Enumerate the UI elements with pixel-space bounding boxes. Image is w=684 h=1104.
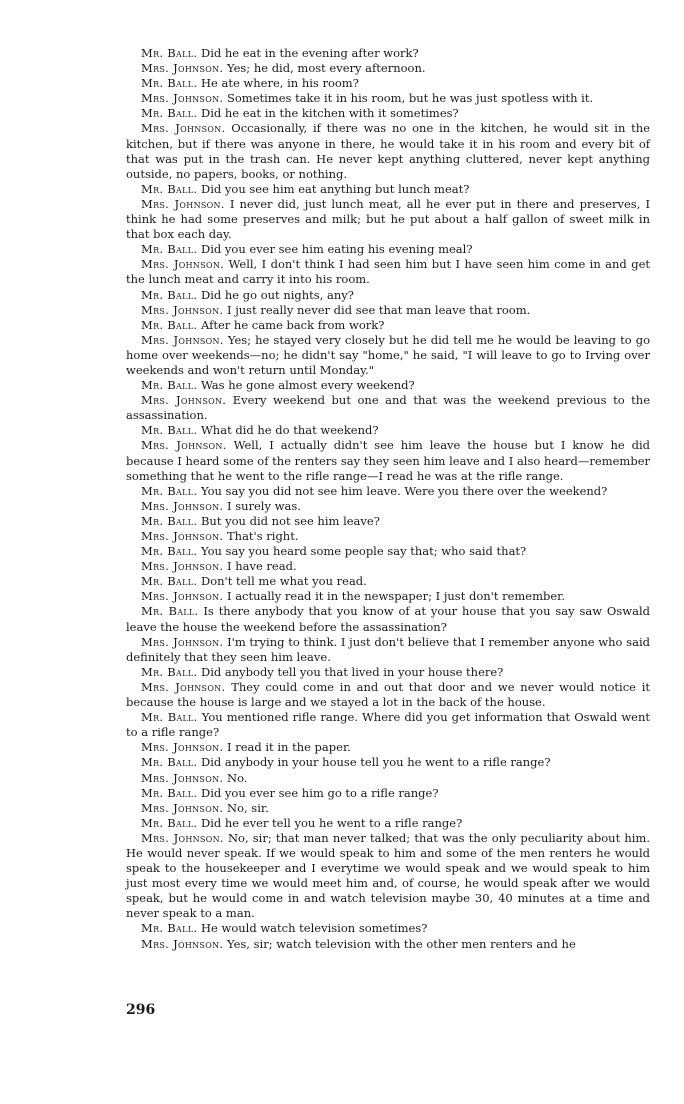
testimony-paragraph bbox=[126, 484, 650, 499]
testimony-text: Well, I actually didn't see him leave the house but I know he did because I heard some of the renters say they seen him leave and I also heard—remember something that he went to the rifle range—I read he was at the rifle range. bbox=[126, 438, 651, 483]
speaker-label: Mr. Ball. bbox=[141, 181, 198, 196]
speaker-label: Mr. Ball. bbox=[141, 755, 198, 770]
testimony-text: Occasionally, if there was no one in the kitchen, he would sit in the kitchen, but if there was anyone in there, he would take it in his room and every bit of that was put in the trash can. He never kept anything cluttered, never kept anything outside, no papers, books, or nothing. bbox=[126, 121, 650, 181]
testimony-paragraph bbox=[126, 801, 650, 816]
testimony-paragraph bbox=[126, 76, 650, 91]
speaker-label: Mr. Ball. bbox=[141, 317, 198, 332]
speaker-label: Mr. Ball. bbox=[141, 574, 198, 589]
testimony-text: Was he gone almost every weekend? bbox=[200, 378, 415, 393]
testimony-paragraph bbox=[126, 665, 650, 680]
speaker-label: Mrs. Johnson. bbox=[141, 438, 227, 453]
testimony-paragraph bbox=[126, 831, 650, 922]
testimony-paragraph bbox=[126, 242, 650, 257]
testimony-text: I never did, just lunch meat, all he ever put in there and preserves, I think he had some preserves and milk; but he put about a half gallon of sweet milk in that box each day. bbox=[126, 196, 650, 242]
testimony-paragraph bbox=[126, 529, 650, 544]
speaker-label: Mrs. Johnson. bbox=[141, 121, 226, 136]
testimony-text: Did anybody in your house tell you he went to a rifle range? bbox=[200, 755, 551, 770]
testimony-paragraph bbox=[126, 197, 650, 242]
testimony-text: He would watch television sometimes? bbox=[200, 921, 428, 936]
speaker-label: Mrs. Johnson. bbox=[141, 770, 224, 785]
page-number: 296 bbox=[126, 1002, 156, 1018]
speaker-label: Mrs. Johnson. bbox=[141, 257, 225, 272]
speaker-label: Mr. Ball. bbox=[141, 710, 198, 725]
testimony-text: You mentioned rifle range. Where did you get information that Oswald went to a rifle range? bbox=[126, 710, 650, 740]
testimony-paragraph bbox=[126, 771, 650, 786]
testimony-text: You say you heard some people say that; who said that? bbox=[200, 544, 527, 559]
testimony-paragraph bbox=[126, 740, 650, 755]
testimony-paragraph bbox=[126, 680, 650, 710]
speaker-label: Mr. Ball. bbox=[141, 544, 198, 559]
testimony-text: Did you see him eat anything but lunch meat? bbox=[200, 181, 470, 196]
testimony-text: Did you ever see him go to a rifle range? bbox=[200, 785, 439, 800]
speaker-label: Mr. Ball. bbox=[141, 785, 198, 800]
testimony-paragraph bbox=[126, 589, 650, 604]
testimony-paragraph bbox=[126, 303, 650, 318]
testimony-text: He ate where, in his room? bbox=[200, 76, 359, 91]
speaker-label: Mrs. Johnson. bbox=[141, 91, 224, 106]
speaker-label: Mrs. Johnson. bbox=[141, 936, 224, 951]
speaker-label: Mr. Ball. bbox=[141, 423, 198, 438]
testimony-text: Did he go out nights, any? bbox=[200, 287, 354, 302]
speaker-label: Mrs. Johnson. bbox=[141, 498, 224, 513]
speaker-label: Mr. Ball. bbox=[141, 483, 198, 498]
speaker-label: Mrs. Johnson. bbox=[141, 332, 224, 347]
testimony-paragraph bbox=[126, 937, 650, 952]
testimony-text: That's right. bbox=[227, 529, 299, 543]
speaker-label: Mrs. Johnson. bbox=[141, 830, 224, 845]
speaker-label: Mr. Ball. bbox=[141, 604, 199, 619]
testimony-paragraph bbox=[126, 106, 650, 121]
testimony-text: What did he do that weekend? bbox=[200, 423, 379, 438]
testimony-text: No, sir; that man never talked; that was the only peculiarity about him. He would never speak. If we would speak to him and some of the men renters he would speak to the housekeeper and I everytime we would speak and we would speak to him just most every time we would meet him and, of course, he would speak after we would speak, but he would come in and watch television maybe 30, 40 minutes at a time and never speak to a man. bbox=[126, 830, 650, 921]
testimony-paragraph bbox=[126, 710, 650, 740]
testimony-paragraph bbox=[126, 46, 650, 61]
testimony-text: Did you ever see him eating his evening meal? bbox=[200, 242, 473, 257]
testimony-paragraph bbox=[126, 438, 650, 483]
testimony-text: Did he ever tell you he went to a rifle range? bbox=[200, 815, 463, 830]
speaker-label: Mr. Ball. bbox=[141, 921, 198, 936]
testimony-text: But you did not see him leave? bbox=[200, 513, 380, 528]
testimony-text: Yes, sir; watch television with the other men renters and he bbox=[227, 936, 576, 951]
speaker-label: Mrs. Johnson. bbox=[141, 196, 225, 211]
speaker-label: Mr. Ball. bbox=[141, 242, 198, 257]
testimony-text: They could come in and out that door and we never would notice it because the house is large and we stayed a lot in the back of the house. bbox=[126, 679, 651, 710]
testimony-paragraph bbox=[126, 423, 650, 438]
testimony-paragraph bbox=[126, 61, 650, 76]
testimony-text: Did he eat in the kitchen with it sometimes? bbox=[200, 106, 459, 121]
testimony-paragraph bbox=[126, 257, 650, 287]
testimony-paragraph bbox=[126, 544, 650, 559]
testimony-text: You say you did not see him leave. Were you there over the weekend? bbox=[200, 483, 608, 498]
speaker-label: Mr. Ball. bbox=[141, 513, 198, 528]
testimony-paragraph bbox=[126, 288, 650, 303]
testimony-text: Yes; he stayed very closely but he did tell me he would be leaving to go home over weekends—no; he didn't say "home," he said, "I will leave to go to Irving over weekends and won't return until Monday." bbox=[126, 332, 650, 377]
testimony-text: I surely was. bbox=[227, 498, 301, 513]
speaker-label: Mr. Ball. bbox=[141, 378, 198, 393]
testimony-text: Did anybody tell you that lived in your house there? bbox=[200, 664, 504, 679]
speaker-label: Mrs. Johnson. bbox=[141, 679, 226, 694]
speaker-label: Mrs. Johnson. bbox=[141, 61, 224, 76]
testimony-text: Yes; he did, most every afternoon. bbox=[227, 61, 426, 76]
testimony-paragraph bbox=[126, 378, 650, 393]
speaker-label: Mr. Ball. bbox=[141, 287, 198, 302]
testimony-text: Every weekend but one and that was the weekend previous to the assassination. bbox=[126, 393, 651, 423]
testimony-paragraph bbox=[126, 921, 650, 936]
speaker-label: Mr. Ball. bbox=[141, 76, 198, 91]
speaker-label: Mrs. Johnson. bbox=[141, 634, 224, 649]
speaker-label: Mrs. Johnson. bbox=[141, 740, 224, 755]
testimony-paragraph bbox=[126, 121, 650, 181]
testimony-paragraph bbox=[126, 604, 650, 634]
speaker-label: Mr. Ball. bbox=[141, 815, 198, 830]
testimony-text: After he came back from work? bbox=[200, 317, 385, 332]
testimony-paragraph bbox=[126, 514, 650, 529]
testimony-text: I'm trying to think. I just don't believe that I remember anyone who said definitely that they seen him leave. bbox=[126, 634, 650, 664]
testimony-paragraph bbox=[126, 333, 650, 378]
testimony-paragraph bbox=[126, 755, 650, 770]
transcript-page bbox=[126, 46, 650, 952]
testimony-text: Is there anybody that you know of at your house that you say saw Oswald leave the house the weekend before the assassination? bbox=[126, 604, 650, 634]
testimony-paragraph bbox=[126, 499, 650, 514]
testimony-paragraph bbox=[126, 393, 650, 423]
testimony-text: Did he eat in the evening after work? bbox=[200, 46, 419, 60]
speaker-label: Mr. Ball. bbox=[141, 106, 198, 121]
speaker-label: Mrs. Johnson. bbox=[141, 559, 224, 574]
testimony-text: Don't tell me what you read. bbox=[200, 574, 367, 589]
testimony-text: I have read. bbox=[227, 559, 297, 574]
speaker-label: Mr. Ball. bbox=[141, 664, 198, 679]
speaker-label: Mr. Ball. bbox=[141, 46, 198, 60]
testimony-paragraph bbox=[126, 91, 650, 106]
testimony-text: Well, I don't think I had seen him but I have seen him come in and get the lunch meat and carry it into his room. bbox=[126, 257, 650, 287]
speaker-label: Mrs. Johnson. bbox=[141, 302, 224, 317]
testimony-text: I actually read it in the newspaper; I just don't remember. bbox=[227, 589, 566, 604]
testimony-paragraph bbox=[126, 318, 650, 333]
testimony-paragraph bbox=[126, 635, 650, 665]
testimony-text: Sometimes take it in his room, but he was just spotless with it. bbox=[227, 91, 594, 106]
testimony-paragraph bbox=[126, 816, 650, 831]
testimony-text: No, sir. bbox=[227, 800, 269, 815]
testimony-text: No. bbox=[227, 770, 248, 785]
speaker-label: Mrs. Johnson. bbox=[141, 800, 224, 815]
testimony-text: I read it in the paper. bbox=[227, 740, 351, 755]
testimony-paragraph bbox=[126, 559, 650, 574]
speaker-label: Mrs. Johnson. bbox=[141, 529, 224, 543]
testimony-paragraph bbox=[126, 786, 650, 801]
speaker-label: Mrs. Johnson. bbox=[141, 589, 224, 604]
speaker-label: Mrs. Johnson. bbox=[141, 393, 227, 408]
testimony-text: I just really never did see that man leave that room. bbox=[227, 302, 531, 317]
testimony-paragraph bbox=[126, 574, 650, 589]
testimony-paragraph bbox=[126, 182, 650, 197]
